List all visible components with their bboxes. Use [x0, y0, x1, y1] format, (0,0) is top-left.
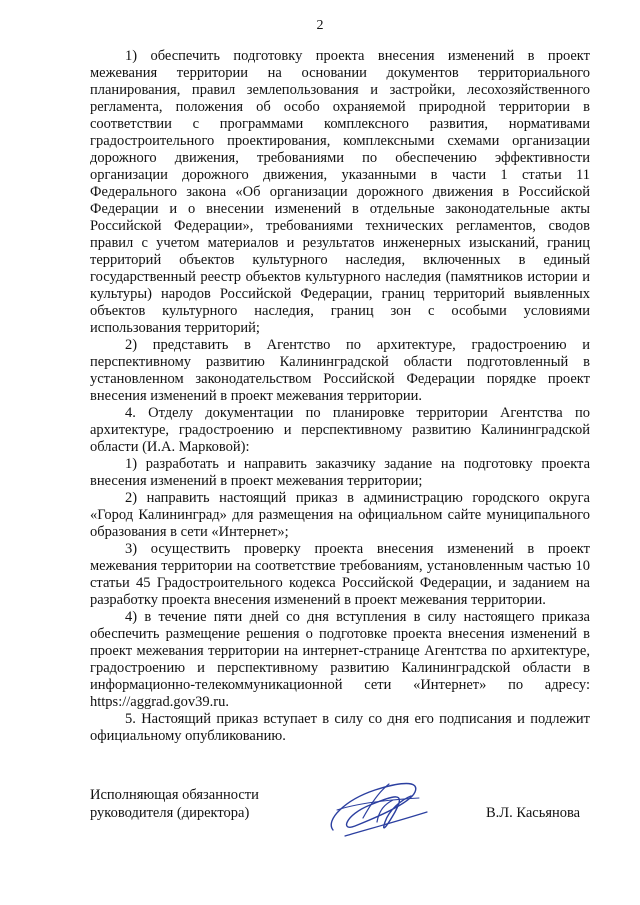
- paragraph-4-4: 4) в течение пяти дней со дня вступления в силу настоящего приказа обеспечить размещение решения о подготовке проекта внесения изменений в проект межевания территории на интернет-странице Агентства по архитектуре, градостроению и перспективному развитию Калининградской области в информационно-телекоммуникационной сети «Интернет» по адресу: https://aggrad.gov39.ru.: [90, 609, 590, 710]
- paragraph-4-3: 3) осуществить проверку проекта внесения изменений в проект межевания территории на соответствие требованиям, установленным частью 10 статьи 45 Градостроительного кодекса Российской Федерации, и заданием на разработку проекта внесения изменений в проект межевания территории.: [90, 541, 590, 608]
- paragraph-4: 4. Отделу документации по планировке территории Агентства по архитектуре, градостроению и перспективному развитию Калининградской области (И.А. Марковой):: [90, 405, 590, 455]
- document-body: [90, 48, 590, 745]
- paragraph-4-1: 1) разработать и направить заказчику задание на подготовку проекта внесения изменений в проект межевания территории;: [90, 456, 590, 489]
- signatory-title: [90, 786, 259, 822]
- signatory-name: В.Л. Касьянова: [486, 805, 581, 821]
- paragraph-1-2: 2) представить в Агентство по архитектуре, градостроению и перспективному развитию Калининградской области подготовленный в установленном законодательством Российской Федерации порядке проект внесения изменений в проект межевания территории.: [90, 337, 590, 404]
- handwritten-signature: [315, 760, 435, 850]
- signatory-title-line-2: руководителя (директора): [90, 805, 250, 821]
- paragraph-1-1: 1) обеспечить подготовку проекта внесения изменений в проект межевания территории на основании документов территориального планирования, правил землепользования и застройки, лесохозяйственного регламента, положения об особо охраняемой природной территории в соответствии с программами комплексного развития, нормативами градостроительного проектирования, комплексными схемами организации дорожного движения, требованиями по обеспечению эффективности организации дорожного движения, указанными в части 1 статьи 11 Федерального закона «Об организации дорожного движения в Российской Федерации и о внесении изменений в отдельные законодательные акты Российской Федерации», требованиями технических регламентов, сводов правил с учетом материалов и результатов инженерных изысканий, границ территорий объектов культурного наследия, включенных в единый государственный реестр объектов культурного наследия (памятников истории и культуры) народов Российской Федерации, границ территорий выявленных объектов культурного наследия, границ зон с особыми условиями использования территорий;: [90, 48, 590, 336]
- page-number: 2: [316, 18, 324, 33]
- paragraph-4-2: 2) направить настоящий приказ в администрацию городского округа «Город Калининград» для размещения на официальном сайте муниципального образования в сети «Интернет»;: [90, 490, 590, 540]
- paragraph-5: 5. Настоящий приказ вступает в силу со дня его подписания и подлежит официальному опубликованию.: [90, 711, 590, 744]
- signatory-title-line-1: Исполняющая обязанности: [90, 787, 259, 803]
